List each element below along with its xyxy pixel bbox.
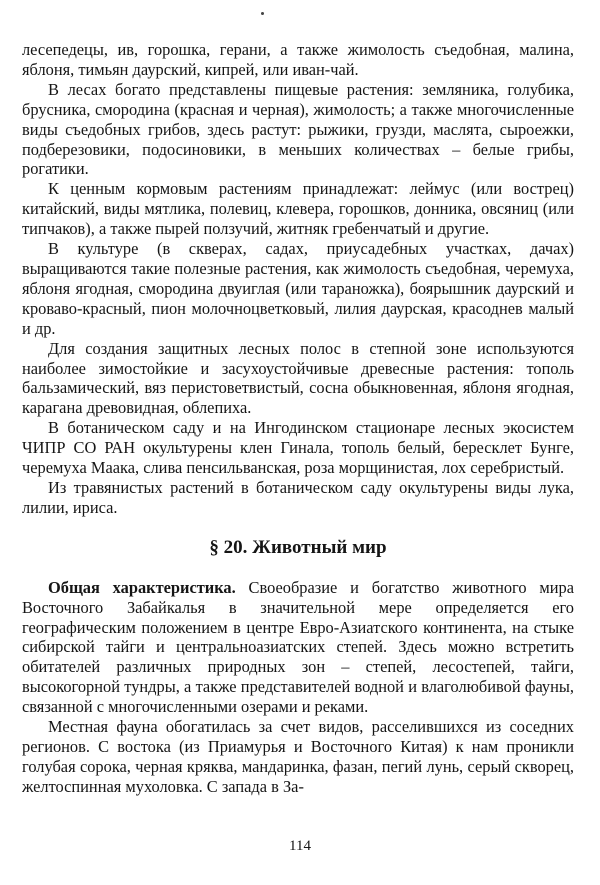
scan-speck — [261, 12, 264, 15]
paragraph-general-characteristics — [22, 578, 574, 717]
paragraph-local-fauna: Местная фауна обогатилась за счет видов, расселившихся из соседних регионов. С востока (из Приамурья и Восточного Китая) к нам проникли голубая сорока, черная кряква, мандаринка, фазан, пегий лунь, серый скворец, желтоспинная мухоловка. С запада в За- — [22, 717, 574, 796]
paragraph-botanical-garden: В ботаническом саду и на Ингодинском стационаре лесных экосистем ЧИПР СО РАН окультурены клен Гинала, тополь белый, бересклет Бунге, черемуха Маака, слива пенсильванская, роза морщинистая, лох серебристый. — [22, 418, 574, 478]
paragraph-shelterbelts: Для создания защитных лесных полос в степной зоне используются наиболее зимостойкие и засухоустойчивые древесные растения: тополь бальзамический, вяз перистоветвистый, сосна обыкновенная, яблоня ягодная, карагана древовидная, облепиха. — [22, 338, 574, 418]
paragraph-cultivated-plants: В культуре (в скверах, садах, приусадебных участках, дачах) выращиваются такие полезные растения, как жимолость съедобная, черемуха, яблоня ягодная, смородина двуиглая (или тараножка), боярышник даурский и кроваво-красный, пион молочноцветковый, лилия даурская, красоднев малый и др. — [22, 239, 574, 338]
section-heading: § 20. Животный мир — [209, 536, 387, 558]
lead-label: Общая характеристика. — [48, 577, 236, 597]
page-number: 114 — [289, 838, 311, 854]
paragraph-forage-plants: К ценным кормовым растениям принадлежат: леймус (или вострец) китайский, виды мятлика, полевиц, клевера, горошков, донника, овсяниц (или типчаков), а также пырей ползучий, житняк гребенчатый и другие. — [22, 179, 574, 239]
paragraph-food-plants: В лесах богато представлены пищевые растения: земляника, голубика, брусника, смородина (красная и черная), жимолость; а также многочисленные виды съедобных грибов, здесь растут: рыжики, грузди, маслята, сыроежки, подберезовики, подосиновики, в меньших количествах – белые грибы, рогатики. — [22, 79, 574, 179]
paragraph-herbaceous: Из травянистых растений в ботаническом саду окультурены виды лука, лилии, ириса. — [22, 477, 574, 517]
paragraph-continuation: лесепедецы, ив, горошка, герани, а также жимолость съедобная, малина, яблоня, тимьян даурский, кипрей, или иван-чай. — [22, 40, 574, 79]
document-page — [22, 40, 574, 797]
lead-text: Своеобразие и богатство животного мира Восточного Забайкалья в значительной мере определяется его географическим положением в центре Евро-Азиатского континента, на стыке сибирской тайги и центральноазиатских степей. Здесь можно встретить обитателей различных природных зон – степей, лесостепей, тайги, высокогорной тундры, а также представителей водной и влаголюбивой фауны, связанной с многочисленными озерами и реками. — [22, 577, 574, 717]
